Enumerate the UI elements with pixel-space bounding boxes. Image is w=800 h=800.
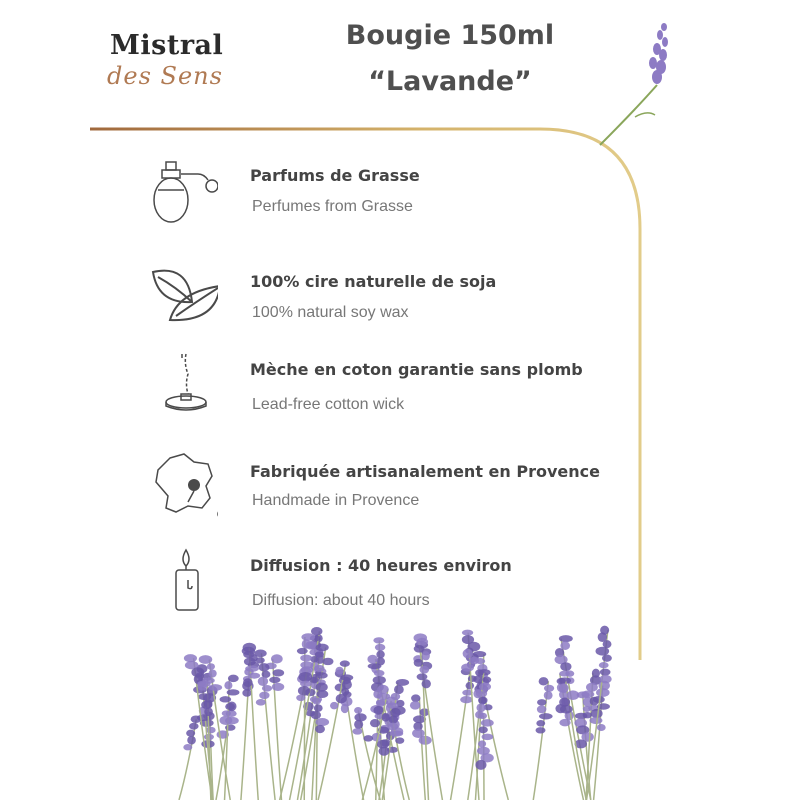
candle-wick-icon [148,350,218,420]
brand-logo-line2: des Sens [107,62,223,90]
brand-logo-line1: Mistral [110,30,224,61]
candle-icon [148,546,218,616]
leaves-icon [148,262,218,332]
product-variant: “Lavande” [368,66,532,97]
france-map-icon [148,452,218,522]
feature-title: 100% cire naturelle de soja [250,272,497,291]
lavender-field-illustration [0,610,800,800]
feature-subtitle: Diffusion: about 40 hours [252,592,430,609]
feature-title: Parfums de Grasse [250,166,420,185]
feature-subtitle: 100% natural soy wax [252,304,409,321]
feature-title: Fabriquée artisanalement en Provence [250,462,600,481]
feature-title: Diffusion : 40 heures environ [250,556,512,575]
feature-subtitle: Perfumes from Grasse [252,198,413,215]
feature-subtitle: Lead-free cotton wick [252,396,405,413]
feature-subtitle: Handmade in Provence [252,492,420,509]
lavender-sprig-icon [595,15,685,150]
product-title: Bougie 150ml [345,20,555,51]
perfume-bottle-icon [148,160,218,230]
feature-title: Mèche en coton garantie sans plomb [250,360,583,379]
